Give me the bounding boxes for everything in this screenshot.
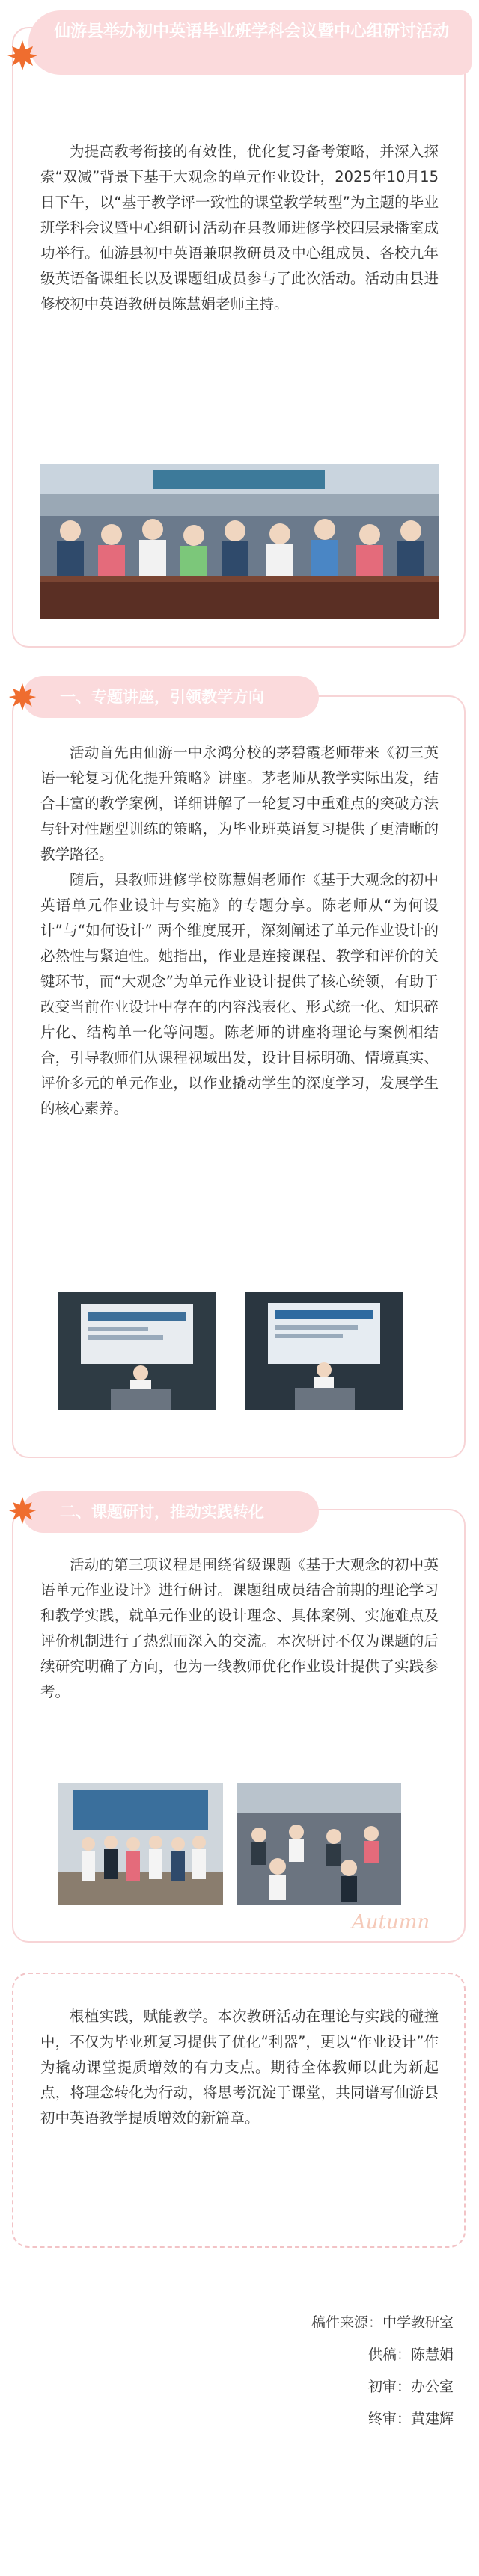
title-banner — [0, 0, 479, 79]
intro-paragraph: 为提高教考衔接的有效性，优化复习备考策略，并深入探索“双减”背景下基于大观念的单元作业设计，2025年10月15日下午，以“基于教学评一致性的课堂教学转型”为主题的毕业班学科会议暨中心组研讨活动在县教师进修学校四层录播室成功举行。仙游县初中英语兼职教研员及中心组成员、各校九年级英语备课组长以及课题组成员参与了此次活动。活动由县进修校初中英语教研员陈慧娟老师主持。 — [40, 143, 439, 313]
section1-text — [40, 740, 439, 1122]
autumn-signature: Autumn — [352, 1911, 430, 1934]
section2-heading — [22, 1491, 319, 1533]
lecture-photo-left — [58, 1292, 216, 1410]
conclusion-text — [40, 2004, 439, 2131]
classroom-audience-photo — [40, 464, 439, 619]
section1-heading — [22, 676, 319, 718]
section1-paragraph2: 随后，县教师进修学校陈慧娟老师作《基于大观念的初中英语单元作业设计与实施》的专题分享。陈老师从“为何设计”与“如何设计” 两个维度展开，深刻阐述了单元作业设计的必然性与紧迫性。她指出，作业是连接课程、教学和评价的关键环节，而“大观念”为单元作业设计提供了核心统领，有助于改变当前作业设计中存在的内容浅表化、形式统一化、知识碎片化、结构单一化等问题。陈老师的讲座将理论与案例相结合，引导教师们从课程视域出发，设计目标明确、情境真实、评价多元的单元作业，以作业撬动学生的深度学习，发展学生的核心素养。 — [40, 871, 439, 1117]
conclusion-paragraph: 根植实践，赋能教学。本次教研活动在理论与实践的碰撞中，不仅为毕业班复习提供了优化“利器”，更以“作业设计”作为撬动课堂提质增效的有力支点。期待全体教师以此为新起点，将理念转化为行动，将思考沉淀于课堂，共同谱写仙游县初中英语教学提质增效的新篇章。 — [40, 2008, 439, 2127]
intro-text — [40, 139, 439, 317]
discussion-photo — [237, 1783, 401, 1905]
page-title: 仙游县举办初中英语毕业班学科会议暨中心组研讨活动 — [54, 22, 450, 41]
credit-source: 稿件来源：中学教研室 — [311, 2314, 454, 2331]
credit-draft: 供稿：陈慧娟 — [367, 2346, 454, 2363]
maple-leaf-icon — [6, 39, 39, 72]
maple-leaf-icon — [7, 682, 37, 712]
section1-heading-text: 一、专题讲座，引领教学方向 — [60, 688, 264, 706]
maple-leaf-icon — [7, 1496, 37, 1525]
section2-heading-text: 二、课题研讨，推动实践转化 — [60, 1503, 264, 1521]
credits-block — [311, 2311, 454, 2432]
section2-paragraph: 活动的第三项议程是围绕省级课题《基于大观念的初中英语单元作业设计》进行研讨。课题组成员结合前期的理论学习和教学实践，就单元作业的设计理念、具体案例、实施难点及评价机制进行了热烈而深入的交流。本次研讨不仅为课题的后续研究明确了方向，也为一线教师优化作业设计提供了实践参考。 — [40, 1556, 439, 1700]
section1-paragraph1: 活动首先由仙游一中永鸿分校的茅碧霞老师带来《初三英语一轮复习优化提升策略》讲座。茅老师从教学实际出发，结合丰富的教学案例，详细讲解了一轮复习中重难点的突破方法与针对性题型训练的策略，为毕业班英语复习提供了更清晰的教学路径。 — [40, 744, 439, 863]
credit-first-review: 初审：办公室 — [367, 2379, 454, 2395]
lecture-photo-right — [245, 1292, 403, 1410]
section2-text — [40, 1552, 439, 1705]
credit-final-review: 终审：黄建辉 — [367, 2411, 454, 2427]
group-photo — [58, 1783, 223, 1905]
